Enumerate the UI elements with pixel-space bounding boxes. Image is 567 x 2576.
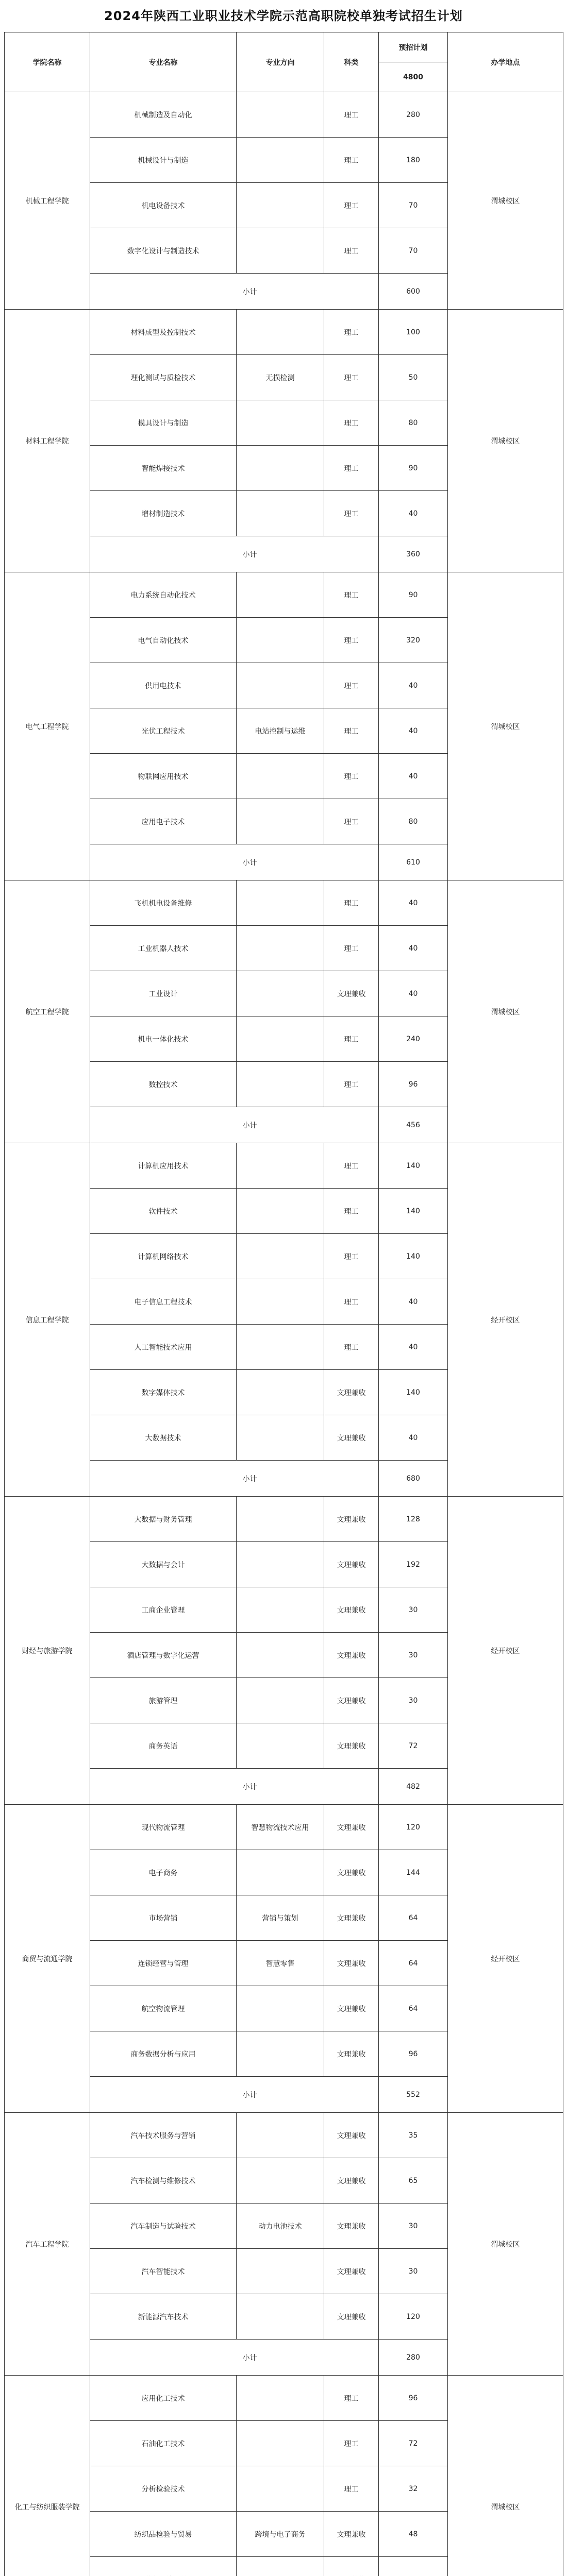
program-major: 大数据技术 <box>90 1415 237 1461</box>
program-category: 文理兼收 <box>324 1941 379 1986</box>
program-major: 计算机网络技术 <box>90 1234 237 1279</box>
program-category: 文理兼收 <box>324 2204 379 2249</box>
program-direction <box>237 138 324 183</box>
subtotal-value: 680 <box>379 1461 448 1497</box>
program-category: 文理兼收 <box>324 1986 379 2031</box>
program-direction <box>237 880 324 926</box>
program-major: 材料成型及控制技术 <box>90 310 237 355</box>
program-category: 理工 <box>324 355 379 400</box>
college-name: 商贸与流通学院 <box>5 1805 90 2113</box>
program-major: 工商企业管理 <box>90 1587 237 1633</box>
program-major: 现代物流管理 <box>90 1805 237 1850</box>
program-direction <box>237 1016 324 1062</box>
program-category: 文理兼收 <box>324 1850 379 1895</box>
subtotal-value: 600 <box>379 274 448 310</box>
college-name: 汽车工程学院 <box>5 2113 90 2376</box>
program-plan: 70 <box>379 228 448 274</box>
program-major: 人工智能技术应用 <box>90 1325 237 1370</box>
program-plan: 70 <box>379 183 448 228</box>
program-category: 理工 <box>324 926 379 971</box>
program-major: 软件技术 <box>90 1189 237 1234</box>
program-major: 电子信息工程技术 <box>90 1279 237 1325</box>
program-direction <box>237 2294 324 2340</box>
program-category: 理工 <box>324 2421 379 2466</box>
campus-name: 经开校区 <box>448 1805 563 2113</box>
subtotal-value: 360 <box>379 536 448 572</box>
program-plan: 280 <box>379 92 448 138</box>
program-major: 数字化设计与制造技术 <box>90 228 237 274</box>
program-direction <box>237 572 324 618</box>
subtotal-label: 小计 <box>90 1769 379 1805</box>
header-plan: 预招计划 <box>379 32 448 62</box>
program-category: 理工 <box>324 799 379 844</box>
header-total-plan: 4800 <box>379 62 448 92</box>
program-category: 理工 <box>324 2376 379 2421</box>
program-category: 理工 <box>324 708 379 754</box>
program-plan: 96 <box>379 2376 448 2421</box>
program-category: 理工 <box>324 1189 379 1234</box>
program-direction <box>237 1279 324 1325</box>
program-category: 理工 <box>324 310 379 355</box>
table-row <box>5 92 563 138</box>
table-row <box>5 2113 563 2158</box>
program-plan: 50 <box>379 355 448 400</box>
header-campus: 办学地点 <box>448 32 563 92</box>
program-category: 理工 <box>324 1325 379 1370</box>
program-direction <box>237 1325 324 1370</box>
program-direction <box>237 1062 324 1107</box>
subtotal-label: 小计 <box>90 274 379 310</box>
program-category: 文理兼收 <box>324 1587 379 1633</box>
program-major: 供用电技术 <box>90 663 237 708</box>
program-major: 酒店管理与数字化运营 <box>90 1633 237 1678</box>
table-row <box>5 1143 563 1189</box>
header-major: 专业名称 <box>90 32 237 92</box>
program-category: 文理兼收 <box>324 1895 379 1941</box>
program-major: 机电设备技术 <box>90 183 237 228</box>
program-plan: 30 <box>379 1678 448 1723</box>
subtotal-label: 小计 <box>90 844 379 880</box>
program-major: 汽车检测与维修技术 <box>90 2158 237 2204</box>
program-major: 理化测试与质检技术 <box>90 355 237 400</box>
program-major: 机电一体化技术 <box>90 1016 237 1062</box>
program-major: 大数据与财务管理 <box>90 1497 237 1542</box>
program-direction <box>237 2158 324 2204</box>
subtotal-label: 小计 <box>90 2340 379 2376</box>
program-direction <box>237 1370 324 1415</box>
program-plan: 40 <box>379 880 448 926</box>
program-major: 石油化工技术 <box>90 2421 237 2466</box>
program-category: 理工 <box>324 183 379 228</box>
program-major: 商务英语 <box>90 1723 237 1769</box>
program-major: 增材制造技术 <box>90 491 237 536</box>
program-category: 理工 <box>324 572 379 618</box>
program-category: 文理兼收 <box>324 1723 379 1769</box>
table-row <box>5 310 563 355</box>
table-row <box>5 880 563 926</box>
table-row <box>5 1497 563 1542</box>
program-category: 理工 <box>324 228 379 274</box>
program-plan: 64 <box>379 1986 448 2031</box>
program-major: 工业设计 <box>90 971 237 1016</box>
program-category: 文理兼收 <box>324 1497 379 1542</box>
program-category: 理工 <box>324 138 379 183</box>
header-category: 科类 <box>324 32 379 92</box>
program-major: 纺织品检验与贸易 <box>90 2512 237 2557</box>
program-category: 文理兼收 <box>324 2249 379 2294</box>
program-plan: 72 <box>379 2421 448 2466</box>
program-direction <box>237 1143 324 1189</box>
program-category: 理工 <box>324 446 379 491</box>
program-major: 物联网应用技术 <box>90 754 237 799</box>
program-category: 理工 <box>324 400 379 446</box>
program-direction <box>237 446 324 491</box>
program-category: 文理兼收 <box>324 1678 379 1723</box>
program-category: 理工 <box>324 1234 379 1279</box>
program-direction <box>237 618 324 663</box>
subtotal-label: 小计 <box>90 536 379 572</box>
program-category: 理工 <box>324 1143 379 1189</box>
program-direction <box>237 1633 324 1678</box>
program-category: 理工 <box>324 618 379 663</box>
table-row <box>5 1805 563 1850</box>
program-direction: 智慧物流技术应用 <box>237 1805 324 1850</box>
program-plan: 40 <box>379 1325 448 1370</box>
program-plan: 90 <box>379 446 448 491</box>
program-direction <box>237 1415 324 1461</box>
program-category: 文理兼收 <box>324 971 379 1016</box>
program-direction: 智慧零售 <box>237 1941 324 1986</box>
program-major: 商务数据分析与应用 <box>90 2031 237 2077</box>
program-major: 机械制造及自动化 <box>90 92 237 138</box>
header-college: 学院名称 <box>5 32 90 92</box>
table-header-row <box>5 32 563 62</box>
enrollment-plan-table <box>4 32 563 2576</box>
program-category: 理工 <box>324 754 379 799</box>
program-major: 旅游管理 <box>90 1678 237 1723</box>
program-direction <box>237 1986 324 2031</box>
program-plan: 120 <box>379 1805 448 1850</box>
program-major: 模具设计与制造 <box>90 400 237 446</box>
program-direction: 电站控制与运维 <box>237 708 324 754</box>
program-plan: 140 <box>379 1234 448 1279</box>
header-direction: 专业方向 <box>237 32 324 92</box>
program-category: 文理兼收 <box>324 1542 379 1587</box>
subtotal-value: 456 <box>379 1107 448 1143</box>
subtotal-value: 552 <box>379 2077 448 2113</box>
program-direction <box>237 926 324 971</box>
program-category: 文理兼收 <box>324 1633 379 1678</box>
table-row <box>5 2376 563 2421</box>
subtotal-value: 610 <box>379 844 448 880</box>
program-category <box>324 2557 379 2576</box>
program-direction <box>237 799 324 844</box>
program-major <box>90 2557 237 2576</box>
table-body <box>5 92 563 2576</box>
program-category: 理工 <box>324 880 379 926</box>
college-name: 信息工程学院 <box>5 1143 90 1497</box>
college-name: 电气工程学院 <box>5 572 90 880</box>
program-category: 理工 <box>324 1016 379 1062</box>
program-plan: 240 <box>379 1016 448 1062</box>
subtotal-label: 小计 <box>90 2077 379 2113</box>
program-category: 理工 <box>324 663 379 708</box>
program-plan: 72 <box>379 1723 448 1769</box>
program-plan: 140 <box>379 1189 448 1234</box>
program-plan <box>379 2557 448 2576</box>
program-plan: 40 <box>379 754 448 799</box>
college-name: 财经与旅游学院 <box>5 1497 90 1805</box>
program-category: 文理兼收 <box>324 2294 379 2340</box>
program-direction: 动力电池技术 <box>237 2204 324 2249</box>
program-direction <box>237 1189 324 1234</box>
program-direction <box>237 2557 324 2576</box>
program-major: 飞机机电设备维修 <box>90 880 237 926</box>
program-direction <box>237 2031 324 2077</box>
program-direction <box>237 310 324 355</box>
program-plan: 40 <box>379 708 448 754</box>
program-plan: 40 <box>379 663 448 708</box>
program-category: 文理兼收 <box>324 2512 379 2557</box>
program-direction <box>237 1587 324 1633</box>
program-plan: 64 <box>379 1941 448 1986</box>
program-plan: 140 <box>379 1370 448 1415</box>
campus-name: 渭城校区 <box>448 880 563 1143</box>
program-major: 市场营销 <box>90 1895 237 1941</box>
program-major: 智能焊接技术 <box>90 446 237 491</box>
program-plan: 40 <box>379 1415 448 1461</box>
program-plan: 40 <box>379 491 448 536</box>
program-major: 数字媒体技术 <box>90 1370 237 1415</box>
program-plan: 35 <box>379 2113 448 2158</box>
program-major: 汽车制造与试验技术 <box>90 2204 237 2249</box>
program-direction <box>237 92 324 138</box>
program-direction <box>237 2466 324 2512</box>
campus-name: 经开校区 <box>448 1143 563 1497</box>
program-category: 理工 <box>324 1062 379 1107</box>
program-plan: 80 <box>379 400 448 446</box>
program-plan: 100 <box>379 310 448 355</box>
program-direction <box>237 2249 324 2294</box>
program-plan: 30 <box>379 1587 448 1633</box>
program-major: 计算机应用技术 <box>90 1143 237 1189</box>
program-major: 分析检验技术 <box>90 2466 237 2512</box>
campus-name: 经开校区 <box>448 1497 563 1805</box>
program-direction <box>237 1678 324 1723</box>
program-direction <box>237 1850 324 1895</box>
program-major: 应用化工技术 <box>90 2376 237 2421</box>
program-plan: 192 <box>379 1542 448 1587</box>
page-title: 2024年陕西工业职业技术学院示范高职院校单独考试招生计划 <box>104 9 463 23</box>
program-category: 理工 <box>324 92 379 138</box>
program-direction <box>237 2421 324 2466</box>
program-major: 大数据与会计 <box>90 1542 237 1587</box>
program-direction <box>237 228 324 274</box>
program-plan: 30 <box>379 1633 448 1678</box>
campus-name: 渭城校区 <box>448 310 563 572</box>
program-major: 工业机器人技术 <box>90 926 237 971</box>
program-plan: 120 <box>379 2294 448 2340</box>
program-major: 光伏工程技术 <box>90 708 237 754</box>
program-plan: 64 <box>379 1895 448 1941</box>
college-name: 化工与纺织服装学院 <box>5 2376 90 2576</box>
subtotal-label: 小计 <box>90 1461 379 1497</box>
campus-name: 渭城校区 <box>448 92 563 310</box>
campus-name: 渭城校区 <box>448 2376 563 2576</box>
program-plan: 180 <box>379 138 448 183</box>
college-name: 航空工程学院 <box>5 880 90 1143</box>
program-direction <box>237 754 324 799</box>
program-direction: 无损检测 <box>237 355 324 400</box>
program-category: 理工 <box>324 1279 379 1325</box>
table-row <box>5 572 563 618</box>
campus-name: 渭城校区 <box>448 2113 563 2376</box>
program-direction <box>237 1723 324 1769</box>
program-major: 数控技术 <box>90 1062 237 1107</box>
program-category: 文理兼收 <box>324 1415 379 1461</box>
program-plan: 80 <box>379 799 448 844</box>
program-plan: 32 <box>379 2466 448 2512</box>
program-plan: 96 <box>379 2031 448 2077</box>
program-major: 电气自动化技术 <box>90 618 237 663</box>
program-direction <box>237 491 324 536</box>
program-direction <box>237 2113 324 2158</box>
program-major: 汽车智能技术 <box>90 2249 237 2294</box>
program-plan: 30 <box>379 2204 448 2249</box>
program-plan: 65 <box>379 2158 448 2204</box>
program-direction <box>237 400 324 446</box>
program-plan: 48 <box>379 2512 448 2557</box>
program-plan: 320 <box>379 618 448 663</box>
program-category: 理工 <box>324 2466 379 2512</box>
program-plan: 96 <box>379 1062 448 1107</box>
program-direction <box>237 183 324 228</box>
program-plan: 40 <box>379 1279 448 1325</box>
program-major: 连锁经营与管理 <box>90 1941 237 1986</box>
subtotal-value: 482 <box>379 1769 448 1805</box>
program-category: 文理兼收 <box>324 2113 379 2158</box>
program-major: 航空物流管理 <box>90 1986 237 2031</box>
program-plan: 128 <box>379 1497 448 1542</box>
program-direction <box>237 663 324 708</box>
program-plan: 40 <box>379 971 448 1016</box>
college-name: 机械工程学院 <box>5 92 90 310</box>
program-plan: 144 <box>379 1850 448 1895</box>
program-plan: 40 <box>379 926 448 971</box>
program-plan: 30 <box>379 2249 448 2294</box>
program-plan: 140 <box>379 1143 448 1189</box>
program-category: 理工 <box>324 491 379 536</box>
subtotal-value: 280 <box>379 2340 448 2376</box>
campus-name: 渭城校区 <box>448 572 563 880</box>
program-major: 机械设计与制造 <box>90 138 237 183</box>
subtotal-label: 小计 <box>90 1107 379 1143</box>
program-category: 文理兼收 <box>324 1370 379 1415</box>
program-direction <box>237 1497 324 1542</box>
program-major: 电力系统自动化技术 <box>90 572 237 618</box>
program-major: 汽车技术服务与营销 <box>90 2113 237 2158</box>
program-plan: 90 <box>379 572 448 618</box>
program-category: 文理兼收 <box>324 1805 379 1850</box>
program-major: 应用电子技术 <box>90 799 237 844</box>
program-direction: 营销与策划 <box>237 1895 324 1941</box>
program-direction: 跨境与电子商务 <box>237 2512 324 2557</box>
program-direction <box>237 1234 324 1279</box>
program-major: 新能源汽车技术 <box>90 2294 237 2340</box>
program-direction <box>237 971 324 1016</box>
program-major: 电子商务 <box>90 1850 237 1895</box>
college-name: 材料工程学院 <box>5 310 90 572</box>
program-category: 文理兼收 <box>324 2031 379 2077</box>
program-category: 文理兼收 <box>324 2158 379 2204</box>
program-direction <box>237 2376 324 2421</box>
program-direction <box>237 1542 324 1587</box>
